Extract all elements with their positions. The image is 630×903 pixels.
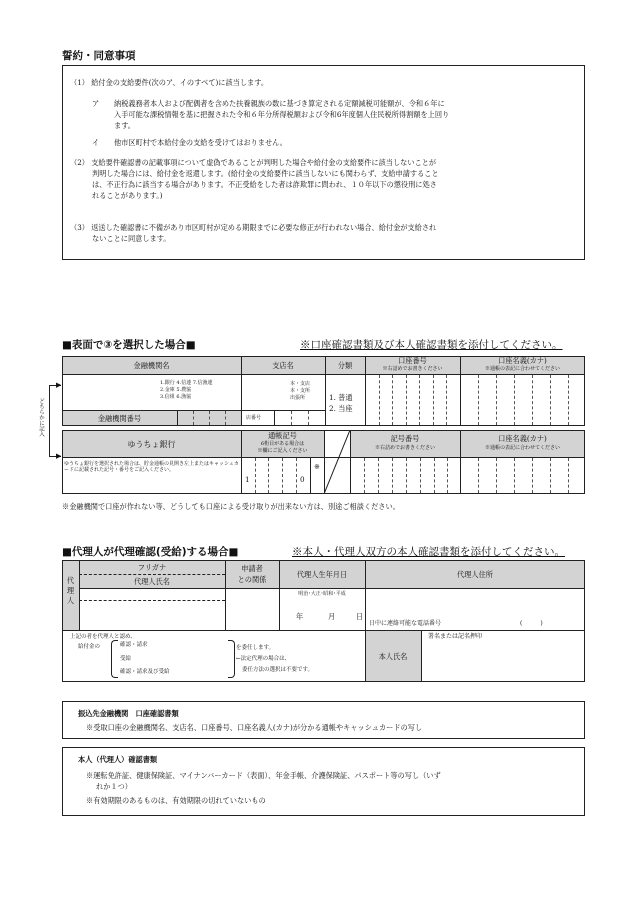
agent-birth-label: 代理人生年月日 (296, 570, 348, 579)
agent-phone-paren: ( ) (520, 620, 543, 627)
col-symbol-no: 記号番号 (390, 434, 420, 443)
docs-account-body: ※受取口座の金融機関名、支店名、口座番号、口座名義人(カナ)が分かる通帳やキャッシュカードの写し (86, 723, 423, 732)
pledge-item-1a-line2: 入手可能な課税情報を基に把握された令和６年分所得税額および令和6年度個人住民税所得割額を上回り (114, 110, 450, 119)
agent-month: 月 (328, 612, 336, 621)
pledge-item-1a-label: ア (92, 99, 100, 108)
docs-identity-line2: れか１つ） (96, 782, 132, 791)
bank-section-title: ■表面で③を選択した場合■ (62, 339, 196, 351)
pledge-item-2-line1: （2） 支給要件確認書の記載事項について虚偽であることが判明した場合や給付金の支給要件に該当しないことが (70, 158, 437, 167)
delegate-end: を委任します。 (236, 645, 275, 651)
docs-identity-title: 本人（代理人）確認書類 (78, 755, 158, 764)
pledge-title: 誓約・同意事項 (62, 50, 136, 62)
agent-day: 日 (356, 612, 364, 621)
col-symbol-sub2: ※欄にご記入ください (257, 448, 308, 454)
col-account-no: 口座番号 (398, 356, 427, 365)
col-symbol-sub1: 6桁目がある場合は (260, 441, 305, 447)
delegate-line2: 給付金の (78, 644, 101, 650)
agent-eras: 明治･大正･昭和･平成 (298, 591, 346, 597)
agent-side-label: 代理人 (66, 576, 75, 605)
branch-types-3: 出張所 (290, 395, 306, 401)
right-brace (228, 640, 235, 678)
agent-address-label: 代理人住所 (457, 570, 493, 579)
arrow-right-icon: ▶ (56, 452, 62, 460)
col-symbol-no-sub: ※右詰めでお書きください (374, 445, 435, 451)
signature-label: 署名または記名押印 (428, 633, 483, 640)
delegate-note1: ←法定代理の場合は、 (236, 656, 291, 662)
col-bank-name: 金融機関名 (133, 361, 170, 370)
pledge-item-2-line3: は、不正行為に該当する場合があります。不正受給をした者は詐欺罪に問われ、１０年以下の懲役刑に処さ (92, 180, 437, 189)
pledge-item-1b: 他市区町村で本給付金の支給を受けてはおりません。 (114, 138, 287, 147)
bank-notice: ※口座確認書類及び本人確認書類を添付してください。 (300, 339, 563, 351)
docs-identity-line3: ※有効期限のあるものは、有効期限の切れていないもの (86, 796, 266, 805)
type-toza: 2. 当座 (329, 404, 353, 413)
pledge-item-3-line1: （3） 返送した確認書に不備があり市区町村が定める期限までに必要な修正が行われない場合、給付金が支給され (70, 223, 437, 232)
bank-code-label: 金融機関番号 (97, 414, 142, 423)
col-account-no-sub: ※右詰めでお書きください (382, 366, 443, 372)
col-holder: 口座名義(カナ) (498, 356, 547, 365)
bank-footnote: ※金融機関で口座が作れない等、どうしても口座による受け取りが出来ない方は、別途ご相談ください。 (62, 502, 400, 511)
pledge-item-3-line2: ないことに同意します。 (92, 234, 171, 243)
side-bracket (49, 385, 50, 456)
col-holder-yucho-sub: ※通帳の表記に合わせてください (484, 445, 560, 451)
branch-types-2: 本・支所 (290, 388, 311, 394)
agent-relation-1: 申請者 (241, 564, 263, 573)
pledge-item-1a-line1: 納税義務者本人および配偶者を含めた扶養親族の数に基づき算定される定額減税可能額が、令和６年に (114, 99, 445, 108)
docs-account-box (62, 701, 585, 739)
delegate-note2: 委任方法の選択は不要です。 (242, 667, 314, 673)
col-branch: 支店名 (272, 361, 294, 370)
col-holder-sub: ※通帳の表記に合わせてください (484, 366, 560, 372)
pledge-item-2-line2: 判明した場合には、給付金を返還します。(給付金の支給要件に該当しないにも関わらず、支給申請すること (92, 169, 439, 178)
col-holder-yucho: 口座名義(カナ) (498, 434, 547, 443)
symbol-last-digit: 0 (300, 475, 305, 484)
yucho-label: ゆうちょ銀行 (127, 439, 176, 449)
branch-code-label: 店番号 (246, 415, 262, 421)
agent-phone-label: 日中に連絡可能な電話番号 (369, 620, 442, 627)
symbol-first-digit: 1 (245, 475, 250, 484)
docs-identity-line1: ※運転免許証、健康保険証、マイナンバーカード（表面）、年金手帳、介護保険証、パスポート等の写し（いず (86, 771, 441, 780)
delegate-line1: 上記の者を代理人と認め、 (70, 634, 136, 640)
pledge-item-2-line4: れることがあります。) (92, 191, 163, 200)
col-symbol: 通帳記号 (268, 431, 297, 440)
delegate-opt1[interactable]: 確認・請求 (120, 642, 148, 648)
agent-year: 年 (296, 612, 304, 621)
arrow-right-icon: ▶ (56, 381, 62, 389)
type-futsu: 1. 普通 (329, 393, 353, 402)
agent-section-title: ■代理人が代理確認(受給)する場合■ (62, 546, 239, 558)
docs-account-title: 振込先金融機関 口座確認書類 (78, 709, 179, 718)
principal-name-label: 本人氏名 (378, 651, 408, 661)
yucho-note: ゆうちょ銀行を選択された場合は、貯金通帳の見開き左上またはキャッシュカードに記載された記号・番号をご記入ください。 (64, 461, 239, 474)
pledge-item-1a-line3: ます。 (114, 121, 135, 130)
agent-furigana: フリガナ (137, 563, 167, 572)
left-brace (111, 640, 118, 678)
agent-relation-2: との関係 (237, 575, 267, 584)
col-type: 分類 (337, 361, 353, 370)
symbol-mark: ※ (314, 462, 321, 471)
pledge-item-1: （1） 給付金の支給要件(次のア、イのすべて)に該当します。 (70, 78, 269, 87)
agent-name-label: 代理人氏名 (134, 576, 170, 586)
delegate-opt2[interactable]: 受給 (120, 656, 132, 662)
bank-types-1: 1.銀行 4.信連 7.信漁連 (160, 380, 213, 386)
side-note: どちらかに記入 (38, 398, 44, 437)
delegate-opt3[interactable]: 確認・請求及び受給 (120, 669, 170, 675)
branch-types-1: 本・支店 (290, 381, 311, 387)
pledge-item-1b-label: イ (92, 138, 100, 147)
bank-types-2: 2.金庫 5.農協 (160, 387, 192, 393)
agent-notice: ※本人・代理人双方の本人確認書類を添付してください。 (292, 546, 565, 558)
diagonal-slash (324, 430, 350, 494)
bank-types-3: 3.信組 6.漁協 (160, 394, 192, 400)
